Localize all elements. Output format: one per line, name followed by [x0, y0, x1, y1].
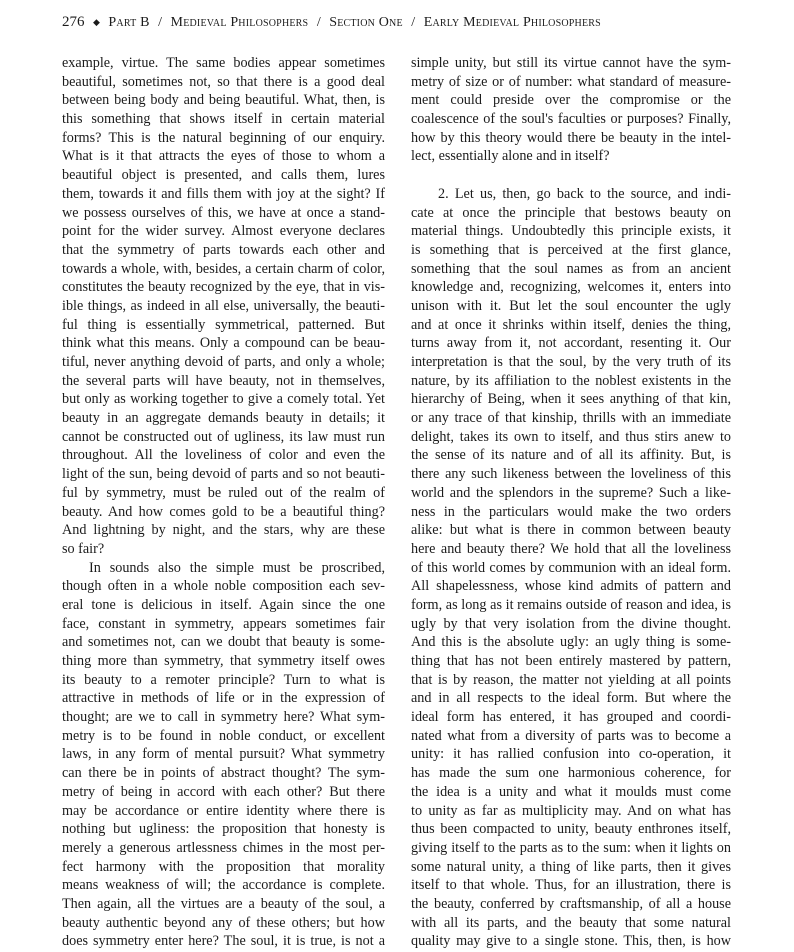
text-line: metry of size or of number: what standard of measure-	[411, 73, 731, 90]
text-line: metry is to be found in noble conduct, or excellent	[62, 727, 385, 744]
text-line: turns away from it, not accordant, resenting it. Our	[411, 335, 731, 352]
text-line: constitutes the beauty recognized by the eye, that in vis-	[62, 279, 385, 296]
text-line: to unity as far as multiplicity may. And on what has	[411, 802, 731, 819]
text-line: that is by reason, the matter not yielding at all points	[411, 671, 731, 688]
text-line: 2. Let us, then, go back to the source, and indi-	[438, 185, 731, 202]
text-line: can there be in points of abstract thought? The sym-	[62, 765, 385, 782]
text-line: knowledge and, recognizing, welcomes it, enters into	[411, 279, 731, 296]
text-line: ful by symmetry, must be ruled out of the realm of	[62, 484, 385, 501]
right-text-column	[411, 54, 731, 951]
text-line: unison with it. But let the soul encounter the ugly	[411, 297, 731, 314]
header-section: Section One	[329, 15, 403, 30]
text-line: What is it that attracts the eyes of those to whom a	[62, 148, 385, 165]
text-line: nated what from a diversity of parts was to become a	[411, 727, 731, 744]
text-line: them, towards it and fills them with joy at the sight? If	[62, 185, 385, 202]
text-line: nothing but ugliness: the proposition that honesty is	[62, 821, 385, 838]
text-line: material things. Undoubtedly this principle exists, it	[411, 223, 731, 240]
text-line: beauty in an aggregate demands beauty in details; it	[62, 410, 385, 427]
text-line: tiful, never anything devoid of parts, and only a whole;	[62, 354, 385, 370]
text-line: of this world comes by communion with an ideal form.	[411, 559, 731, 576]
header-part: Part B	[108, 15, 150, 30]
running-header	[62, 14, 742, 38]
text-line: throughout. All the loveliness of color and even the	[62, 447, 385, 464]
page-number: 276	[62, 14, 85, 30]
text-line: merely a generous artlessness chimes in the most per-	[62, 839, 385, 856]
text-line: cate at once the principle that bestows beauty on	[411, 204, 731, 221]
text-line: something that the soul names as from an ancient	[411, 260, 731, 277]
text-line: laws, in any form of mental pursuit? What symmetry	[62, 746, 385, 763]
text-line: In sounds also the simple must be proscribed,	[89, 559, 385, 576]
text-line: eral tone is delicious in itself. Again since the one	[62, 596, 385, 613]
text-line: beautiful, sometimes not, so that there is a good deal	[62, 73, 385, 90]
text-line: towards a whole, with, besides, a certain charm of color,	[62, 260, 385, 277]
text-line: unity: it has rallied confusion into co-operation, it	[411, 746, 731, 763]
text-line: point for the wider survey. Almost everyone declares	[62, 223, 385, 240]
text-line: the sense of its nature and of all its affinity. But, is	[411, 447, 731, 464]
text-line: fect harmony with the proposition that morality	[62, 858, 385, 875]
text-line: beauty. And how comes gold to be a beautiful thing?	[62, 503, 385, 520]
header-separator: /	[411, 15, 416, 30]
text-line: though often in a whole noble composition each sev-	[62, 578, 385, 595]
text-line: ideal form has entered, it has grouped and coordi-	[411, 709, 731, 726]
text-line: ful thing is essentially symmetrical, patterned. But	[62, 316, 385, 333]
text-line: thing more than symmetry, that symmetry itself owes	[62, 653, 385, 669]
text-line: thought; are we to call in symmetry here? What sym-	[62, 709, 385, 726]
text-line: this something that shows itself in certain material	[62, 111, 385, 128]
text-line: think what this means. Only a compound can be beau-	[62, 335, 385, 352]
text-line: quality may give to a single stone. This, then, is how	[411, 933, 731, 950]
header-book: Medieval Philosophers	[170, 15, 309, 30]
text-line: form, as long as it remains outside of reason and idea, is	[411, 596, 731, 613]
text-line: may be accordance or entire identity where there is	[62, 802, 385, 819]
text-line: face, constant in symmetry, appears sometimes fair	[62, 615, 385, 632]
header-separator: /	[158, 15, 163, 30]
text-line: with all its parts, and the beauty that some natural	[411, 914, 731, 931]
text-line: beauty authentic beyond any of these others; but how	[62, 914, 385, 931]
text-line: some natural unity, a thing of like parts, then it gives	[411, 858, 731, 875]
text-line: and in all respects to the ideal form. But where the	[411, 690, 731, 707]
text-line: ness in the particulars would make the two orders	[411, 503, 731, 520]
text-line: ible things, as indeed in all else, universally, the beauti-	[62, 297, 385, 314]
text-line: simple unity, but still its virtue cannot have the sym-	[411, 55, 731, 71]
text-line: has made the sum one harmonious coherence, for	[411, 765, 731, 782]
text-line: the idea is a unity and what it moulds must come	[411, 783, 731, 800]
text-line: thing that has not been entirely mastered by pattern,	[411, 653, 731, 669]
text-line: and sometimes not, can we doubt that beauty is some-	[62, 634, 385, 651]
text-line: but only as working together to give a comely total. Yet	[62, 391, 385, 408]
text-line: interpretation is that the soul, by the very truth of its	[411, 354, 731, 370]
text-line: and at once it shrinks within itself, denies the thing,	[411, 316, 731, 333]
header-separator: /	[316, 15, 321, 30]
text-line: the beauty, conferred by craftsmanship, of all a house	[411, 895, 731, 912]
text-line: beautiful object is presented, and calls them, lures	[62, 167, 385, 184]
text-line: we possess ourselves of this, we have at once a stand-	[62, 204, 385, 221]
text-line: means weakness of will; the accordance is complete.	[62, 877, 385, 894]
text-line: there any such likeness between the loveliness of this	[411, 466, 731, 483]
text-line: so fair?	[62, 540, 105, 557]
text-line: All shapelessness, whose kind admits of pattern and	[411, 578, 731, 595]
text-line: does symmetry enter here? The soul, it is true, is not a	[62, 933, 385, 950]
header-chapter: Early Medieval Philosophers	[423, 15, 601, 30]
text-line: nature, by its affiliation to the noblest existents in the	[411, 372, 731, 389]
text-line: hierarchy of Being, when it sees anything of that kin,	[411, 391, 731, 408]
text-line: delight, takes its own to itself, and thus stirs anew to	[411, 428, 731, 445]
text-line: between being body and being beautiful. What, then, is	[62, 92, 385, 109]
text-line: cannot be constructed out of ugliness, its law must run	[62, 428, 385, 445]
text-line: the several parts will have beauty, not in themselves,	[62, 372, 385, 389]
text-line: thus been compacted to unity, beauty enthrones itself,	[411, 821, 731, 838]
text-line: Then again, all the virtues are a beauty of the soul, a	[62, 895, 385, 912]
text-line: attractive in methods of life or in the expression of	[62, 690, 385, 707]
text-line: lect, essentially alone and in itself?	[411, 148, 610, 165]
diamond-ornament-icon: ◆	[93, 17, 100, 27]
text-line: its beauty to a remoter principle? Turn to what is	[62, 671, 385, 688]
text-line: And lightning by night, and the stars, why are these	[62, 522, 385, 539]
text-line: how by this theory would there be beauty in the intel-	[411, 129, 731, 146]
left-text-column	[62, 54, 385, 951]
text-line: ment could preside over the compromise or the	[411, 92, 731, 109]
text-line: world and the splendors in the supreme? Such a like-	[411, 484, 731, 501]
text-line: that the symmetry of parts towards each other and	[62, 241, 385, 258]
text-line: example, virtue. The same bodies appear sometimes	[62, 55, 385, 71]
paragraph-gap	[411, 166, 731, 185]
text-line: forms? This is the natural beginning of our enquiry.	[62, 129, 385, 146]
text-line: is something that is perceived at the first glance,	[411, 241, 731, 258]
text-line: And this is the absolute ugly: an ugly thing is some-	[411, 634, 731, 651]
text-line: or any trace of that kinship, thrills with an immediate	[411, 410, 731, 427]
text-line: ugly by that very isolation from the divine thought.	[411, 615, 731, 632]
text-line: giving itself to the parts as to the sum: when it lights on	[411, 839, 731, 856]
text-line: itself to that whole. Thus, for an illustration, there is	[411, 877, 731, 894]
text-line: metry of being in accord with each other? But there	[62, 783, 385, 800]
text-line: alike: but what is there in common between beauty	[411, 522, 731, 539]
text-line: coalescence of the soul's faculties or purposes? Finally,	[411, 111, 731, 128]
text-line: light of the sun, being devoid of parts and so not beauti-	[62, 466, 385, 483]
text-line: here and beauty there? We hold that all the loveliness	[411, 540, 731, 557]
